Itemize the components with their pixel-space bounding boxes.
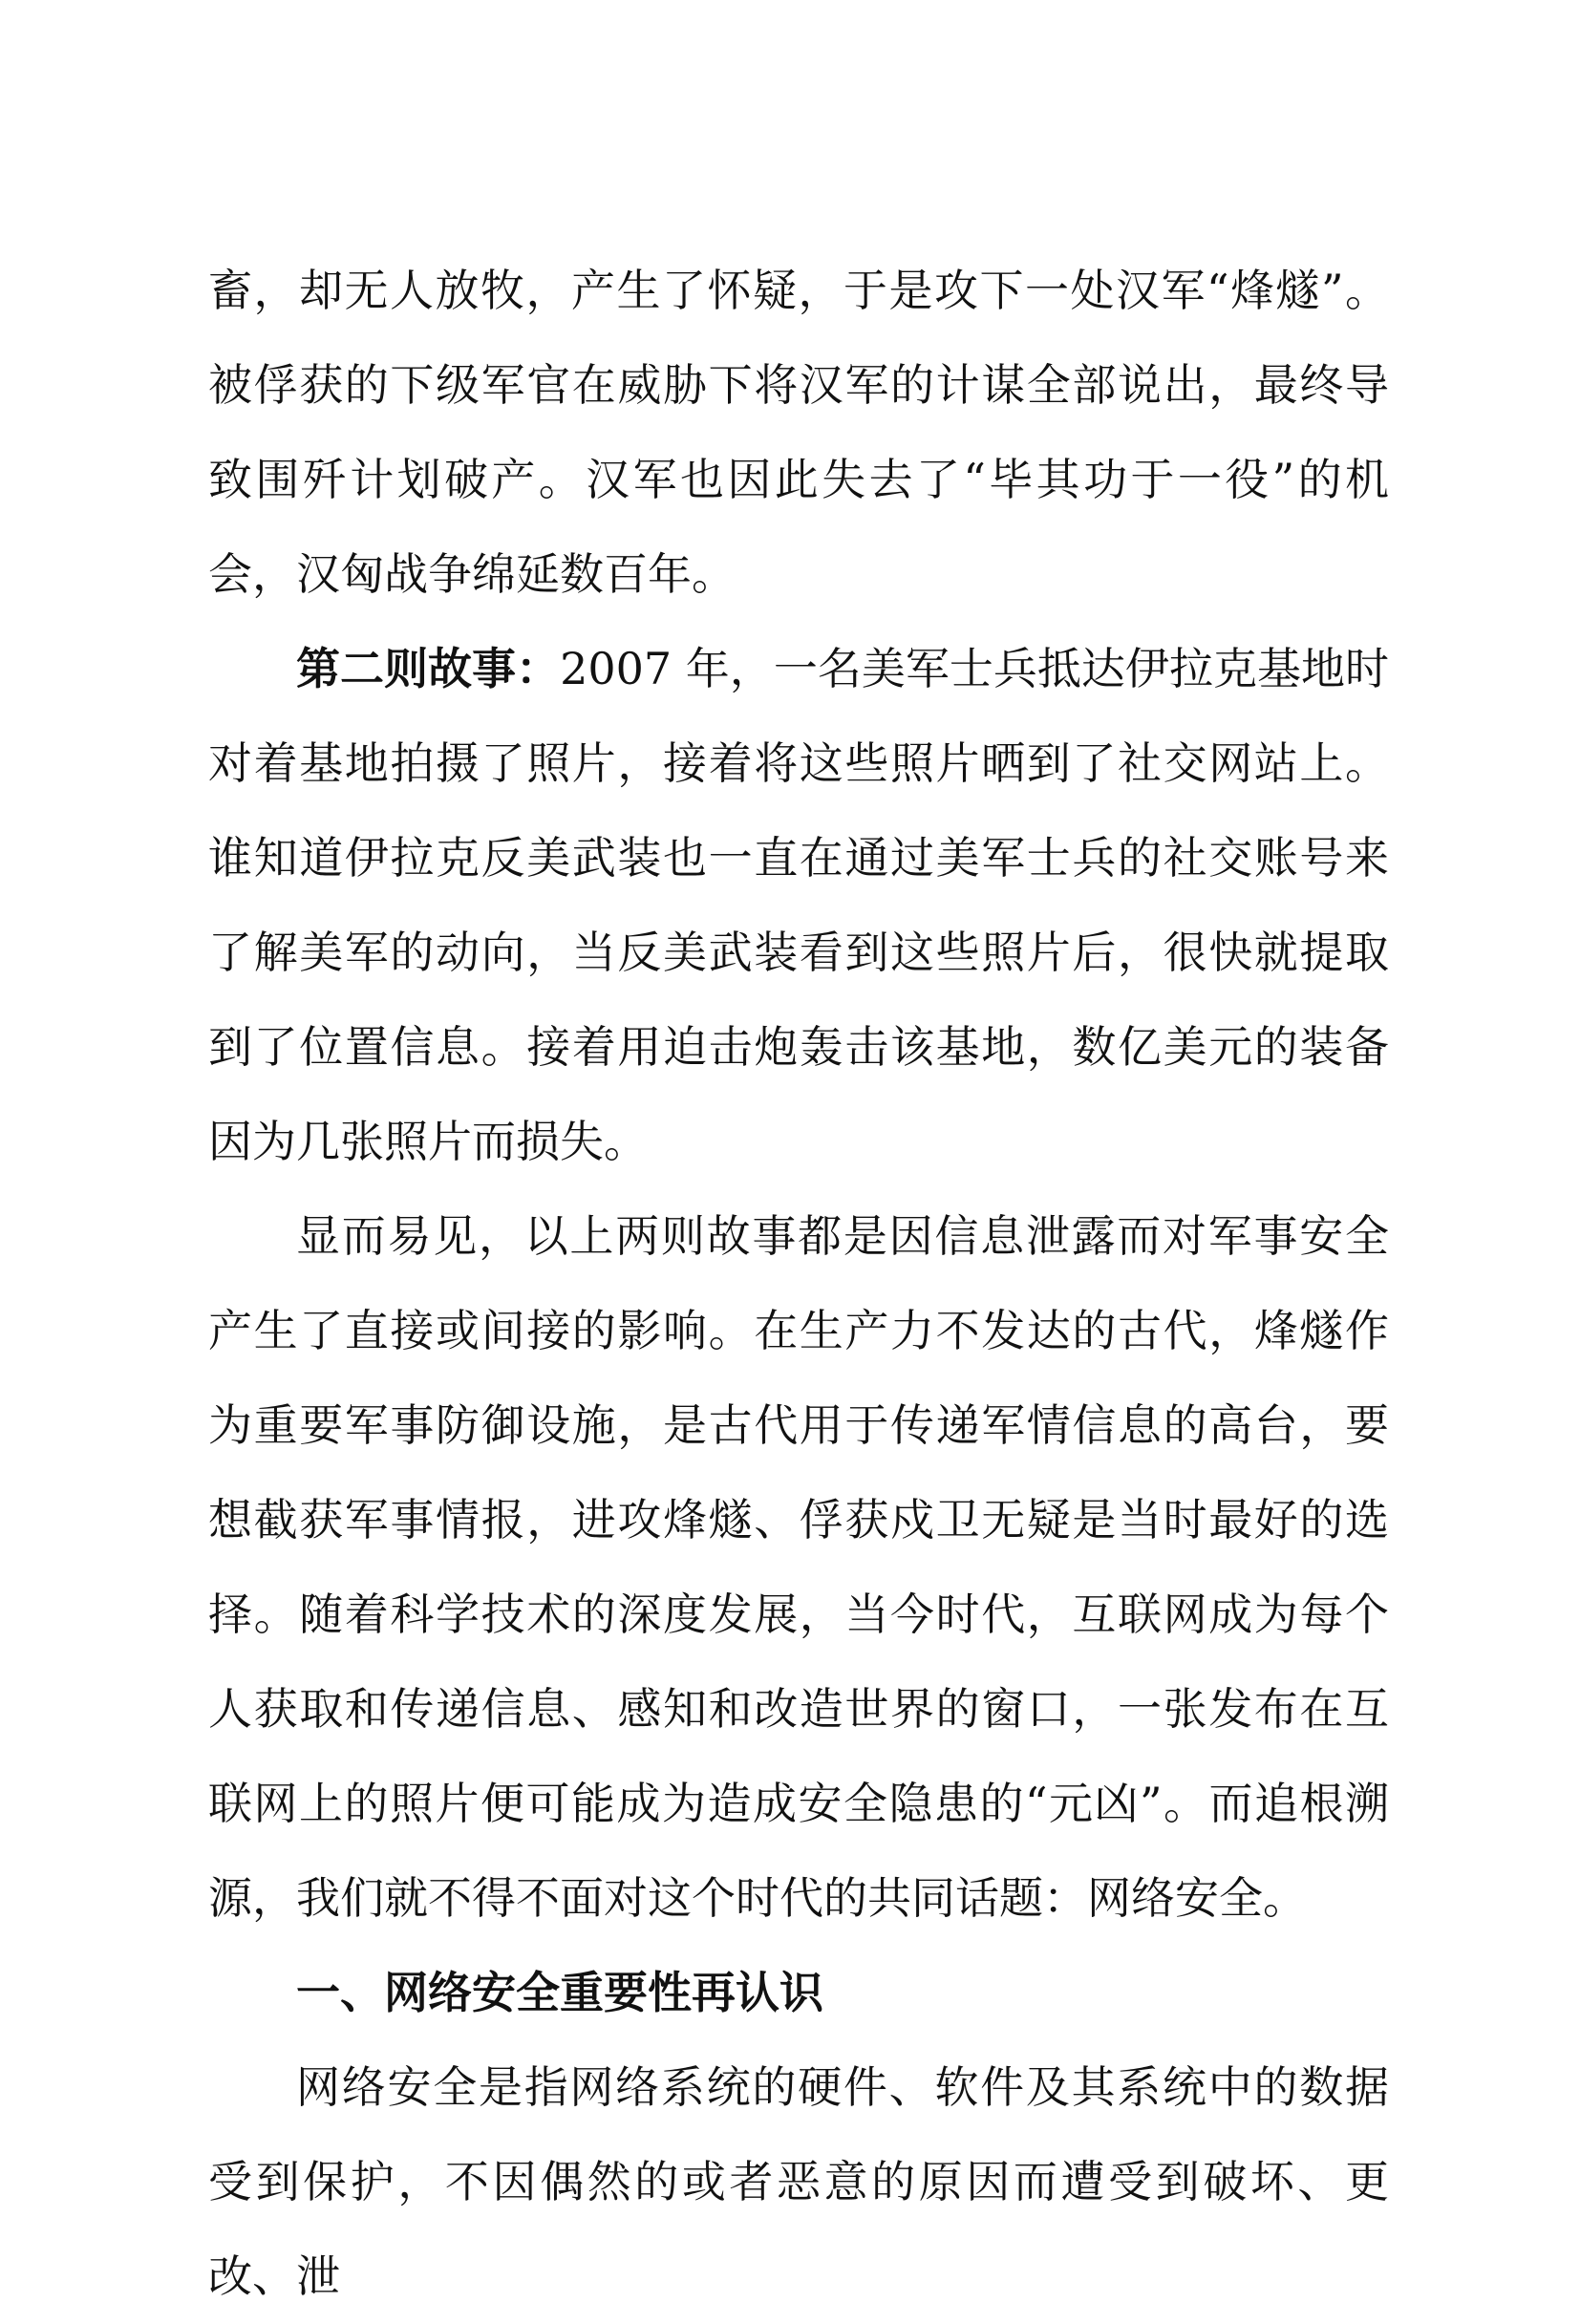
section-heading: 一、网络安全重要性再认识 <box>296 1967 823 2018</box>
story-two-text: 2007 年，一名美军士兵抵达伊拉克基地时对着基地拍摄了照片，接着将这些照片晒到了社交网站上。谁知道伊拉克反美武装也一直在通过美军士兵的社交账号来了解美军的动向，当反美武装看到这些照片后，很快就提取到了位置信息。接着用迫击炮轰击该基地，数亿美元的装备因为几张照片而损失。 <box>208 643 1389 1167</box>
paragraph-definition: 网络安全是指网络系统的硬件、软件及其系统中的数据受到保护，不因偶然的或者恶意的原因而遭受到破坏、更改、泄 <box>208 2061 1389 2302</box>
document-page <box>208 244 1389 2324</box>
paragraph-story-two <box>208 622 1389 1189</box>
paragraph-analysis: 显而易见，以上两则故事都是因信息泄露而对军事安全产生了直接或间接的影响。在生产力不发达的古代，烽燧作为重要军事防御设施，是古代用于传递军情信息的高台，要想截获军事情报，进攻烽燧、俘获戍卫无疑是当时最好的选择。随着科学技术的深度发展，当今时代，互联网成为每个人获取和传递信息、感知和改造世界的窗口，一张发布在互联网上的照片便可能成为造成安全隐患的“元凶”。而追根溯源，我们就不得不面对这个时代的共同话题：网络安全。 <box>208 1210 1389 1924</box>
story-two-lead: 第二则故事： <box>296 643 561 694</box>
paragraph-continued: 畜，却无人放牧，产生了怀疑，于是攻下一处汉军“烽燧”。被俘获的下级军官在威胁下将汉军的计谋全部说出，最终导致围歼计划破产。汉军也因此失去了“毕其功于一役”的机会，汉匈战争绵延数百年。 <box>208 265 1389 600</box>
